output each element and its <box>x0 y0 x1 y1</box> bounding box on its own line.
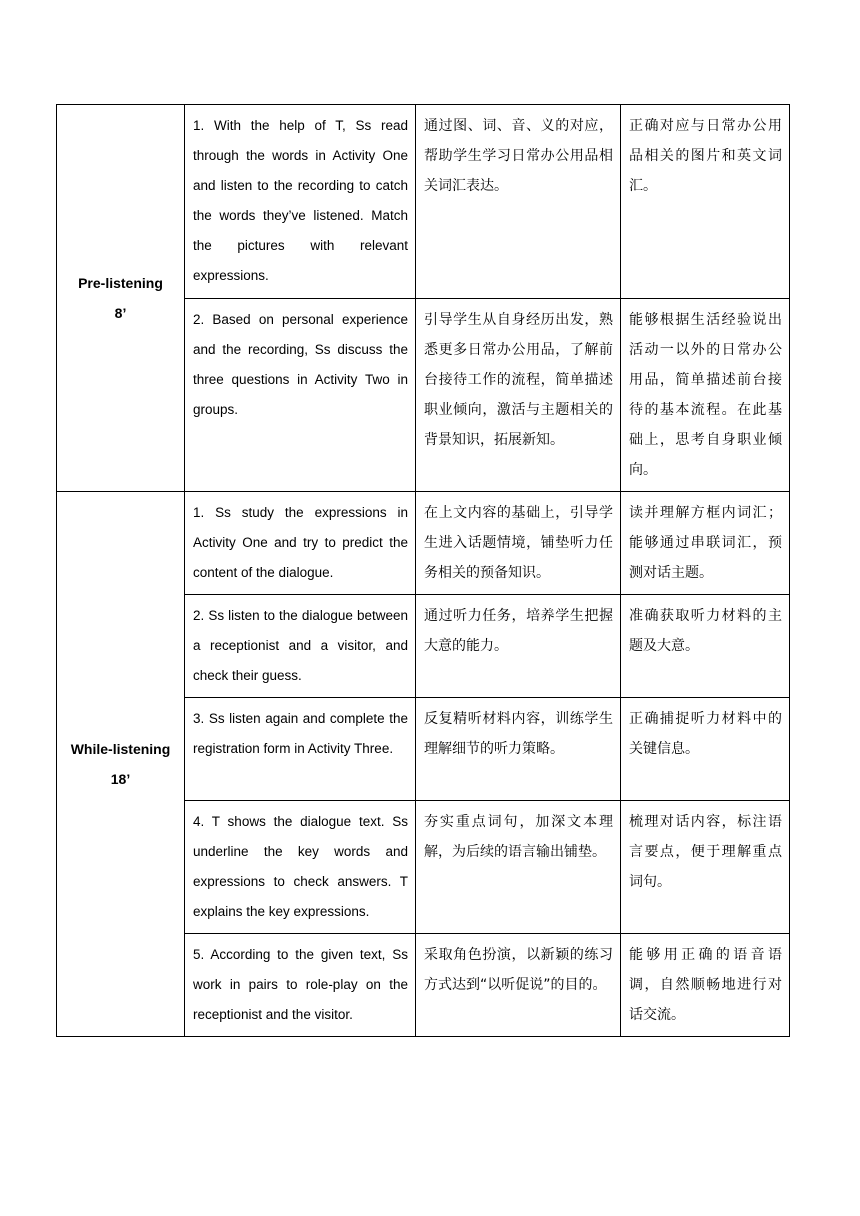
effect-cell: 准确获取听力材料的主题及大意。 <box>621 595 790 698</box>
activity-cell: 5. According to the given text, Ss work in pairs to role-play on the receptionist and the visitor. <box>185 934 416 1037</box>
effect-cell: 读并理解方框内词汇；能够通过串联词汇，预测对话主题。 <box>621 492 790 595</box>
table-row <box>57 492 790 595</box>
purpose-cell: 通过听力任务，培养学生把握大意的能力。 <box>416 595 621 698</box>
activity-cell: 1. Ss study the expressions in Activity One and try to predict the content of the dialogue. <box>185 492 416 595</box>
activity-cell: 2. Based on personal experience and the recording, Ss discuss the three questions in Activity Two in groups. <box>185 299 416 492</box>
stage-name: While-listening <box>70 741 171 757</box>
effect-cell: 梳理对话内容，标注语言要点，便于理解重点词句。 <box>621 801 790 934</box>
purpose-cell: 反复精听材料内容，训练学生理解细节的听力策略。 <box>416 698 621 801</box>
purpose-cell: 在上文内容的基础上，引导学生进入话题情境，铺垫听力任务相关的预备知识。 <box>416 492 621 595</box>
stage-name: Pre-listening <box>78 275 163 291</box>
effect-cell: 能够用正确的语音语调，自然顺畅地进行对话交流。 <box>621 934 790 1037</box>
effect-cell: 正确对应与日常办公用品相关的图片和英文词汇。 <box>621 105 790 299</box>
purpose-cell: 通过图、词、音、义的对应，帮助学生学习日常办公用品相关词汇表达。 <box>416 105 621 299</box>
effect-cell: 正确捕捉听力材料中的关键信息。 <box>621 698 790 801</box>
activity-cell: 3. Ss listen again and complete the registration form in Activity Three. <box>185 698 416 801</box>
stage-time: 8’ <box>114 305 127 321</box>
stage-cell-while-listening <box>57 492 185 1037</box>
activity-cell: 1. With the help of T, Ss read through the words in Activity One and listen to the recording to catch the words they’ve listened. Match the pictures with relevant expressions. <box>185 105 416 299</box>
table-row <box>57 105 790 299</box>
purpose-cell: 夯实重点词句，加深文本理解，为后续的语言输出铺垫。 <box>416 801 621 934</box>
lesson-plan-table <box>56 104 790 1037</box>
activity-cell: 4. T shows the dialogue text. Ss underline the key words and expressions to check answers. T explains the key expressions. <box>185 801 416 934</box>
stage-time: 18’ <box>110 771 131 787</box>
purpose-cell: 引导学生从自身经历出发，熟悉更多日常办公用品，了解前台接待工作的流程，简单描述职业倾向，激活与主题相关的背景知识，拓展新知。 <box>416 299 621 492</box>
effect-cell: 能够根据生活经验说出活动一以外的日常办公用品，简单描述前台接待的基本流程。在此基础上，思考自身职业倾向。 <box>621 299 790 492</box>
activity-cell: 2. Ss listen to the dialogue between a receptionist and a visitor, and check their guess. <box>185 595 416 698</box>
purpose-cell: 采取角色扮演，以新颖的练习方式达到“以听促说”的目的。 <box>416 934 621 1037</box>
stage-cell-pre-listening <box>57 105 185 492</box>
